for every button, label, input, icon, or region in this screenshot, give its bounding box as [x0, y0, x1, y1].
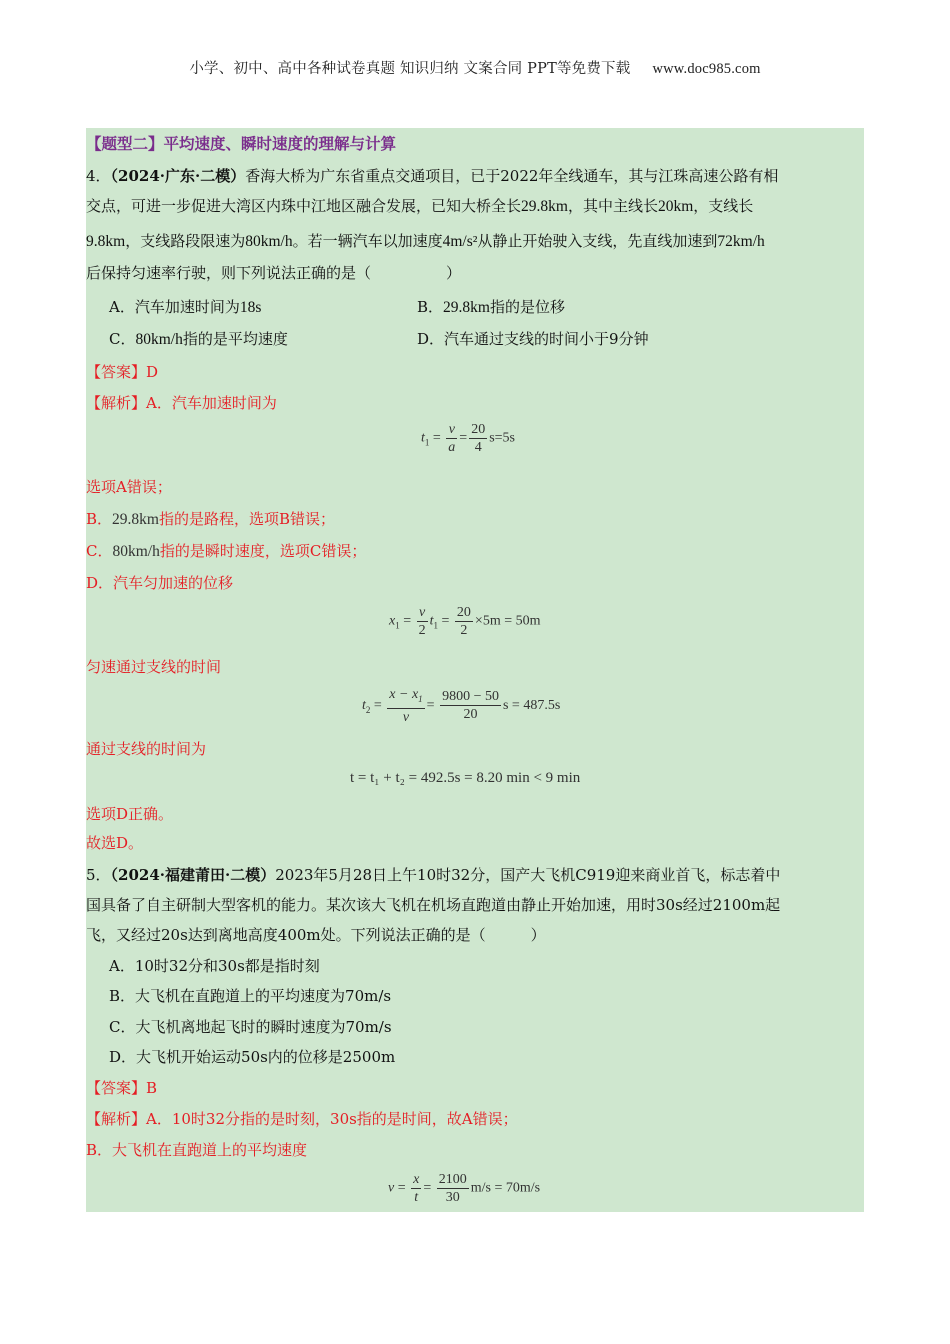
formula-total: t = t₁ + t₂ = 492.5s = 8.20 min < 9 min: [350, 770, 581, 786]
formula-t2: $t_2$ = $\frac{x - x_1}{v}$ = $\frac{9800 - 50}{20}$ s = 487.5s: [362, 687, 561, 725]
q4-option-c: C．80km/h指的是平均速度: [109, 330, 288, 348]
header-url[interactable]: www.doc985.com: [652, 61, 761, 77]
q5-stem-line3: 飞，又经过20s达到离地高度400m处。下列说法正确的是（ ）: [86, 926, 546, 944]
q4-source: （2024·广东·二模）: [110, 167, 246, 185]
q4-b-explain: B．29.8km指的是路程，选项B错误；: [86, 510, 335, 528]
formula-v: v = $\frac{x}{t}$ = $\frac{2100}{30}$ m/s = 70m/s: [388, 1172, 541, 1205]
q4-total-time: 通过支线的时间为: [86, 740, 207, 758]
q5-stem-line1: 5．（2024·福建莆田·二模）2023年5月28日上午10时32分，国产大飞机C919迎来商业首飞，标志着中: [86, 866, 781, 884]
q4-answer: 【答案】D: [86, 363, 159, 381]
page-header: [0, 57, 950, 78]
q4-analysis-a: 【解析】A．汽车加速时间为: [86, 394, 277, 412]
q4-d-explain: D．汽车匀加速的位移: [86, 574, 234, 592]
q5-analysis-a: 【解析】A．10时32分指的是时刻，30s指的是时间，故A错误；: [86, 1110, 518, 1128]
section-title: 【题型二】平均速度、瞬时速度的理解与计算: [86, 134, 397, 153]
q4-option-b: B．29.8km指的是位移: [417, 298, 565, 316]
q5-b-explain: B．大飞机在直跑道上的平均速度: [86, 1141, 308, 1159]
q5-option-a: A．10时32分和30s都是指时刻: [109, 957, 320, 975]
q4-option-a: A．汽车加速时间为18s: [109, 298, 262, 316]
q4-stem-line3: 9.8km，支线路段限速为80km/h。若一辆汽车以加速度4m/s²从静止开始驶入支线，先直线加速到72km/h: [86, 232, 765, 250]
q5-option-c: C．大飞机离地起飞时的瞬时速度为70m/s: [109, 1018, 392, 1036]
content-panel: [86, 128, 864, 1212]
q4-a-wrong: 选项A错误；: [86, 478, 172, 496]
formula-x1: $x_1$ = $\frac{v}{2}$ $t_1$ = $\frac{20}{2}$ ×5m = 50m: [389, 605, 541, 638]
q5-source: （2024·福建莆田·二模）: [110, 866, 276, 884]
q4-stem-line4: 后保持匀速率行驶，则下列说法正确的是（ ）: [86, 264, 462, 282]
q4-stem-line1: 4．（2024·广东·二模）香海大桥为广东省重点交通项目，已于2022年全线通车，其与江珠高速公路有相: [86, 167, 779, 185]
header-title: 小学、初中、高中各种试卷真题 知识归纳 文案合同 PPT等免费下载: [189, 61, 631, 77]
q5-option-b: B．大飞机在直跑道上的平均速度为70m/s: [109, 987, 392, 1005]
q5-answer: 【答案】B: [86, 1079, 158, 1097]
formula-t1: $t_1$ = $\frac{v}{a}$ = $\frac{20}{4}$ s=5s: [421, 422, 515, 455]
q5-option-d: D．大飞机开始运动50s内的位移是2500m: [109, 1048, 396, 1066]
q4-stem-line2: 交点，可进一步促进大湾区内珠中江地区融合发展，已知大桥全长29.8km，其中主线长20km，支线长: [86, 197, 754, 215]
q4-option-d: D．汽车通过支线的时间小于9分钟: [417, 330, 649, 348]
q4-uniform-time: 匀速通过支线的时间: [86, 658, 222, 676]
q4-d-correct: 选项D正确。: [86, 805, 174, 823]
q4-choose: 故选D。: [86, 834, 144, 852]
q5-stem-line2: 国具备了自主研制大型客机的能力。某次该大飞机在机场直跑道由静止开始加速，用时30s经过2100m起: [86, 896, 781, 914]
q4-c-explain: C．80km/h指的是瞬时速度，选项C错误；: [86, 542, 367, 560]
